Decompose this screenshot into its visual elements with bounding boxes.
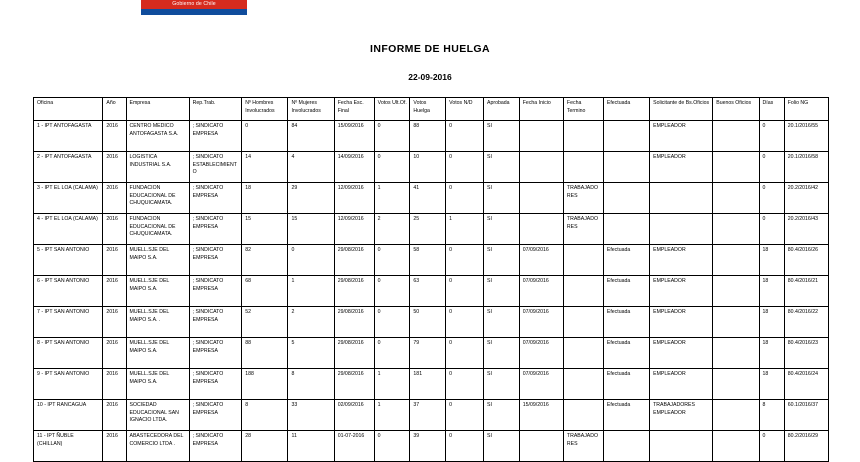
column-header-solicitante: Solicitante de Bs.Oficios <box>650 98 713 121</box>
cell-votos-ult-of: 1 <box>374 183 410 214</box>
table-row <box>34 276 829 307</box>
cell-rep-trab: ; SINDICATO EMPRESA <box>189 121 242 152</box>
cell-dias: 0 <box>759 431 784 462</box>
cell-fecha-esc-final: 15/09/2016 <box>334 121 374 152</box>
cell-dias: 0 <box>759 121 784 152</box>
cell-solicitante <box>650 183 713 214</box>
cell-fecha-inicio <box>519 431 563 462</box>
cell-hombres: 68 <box>242 276 288 307</box>
logo-label: Gobierno de Chile <box>172 1 216 7</box>
table-row <box>34 338 829 369</box>
cell-ano: 2016 <box>103 431 126 462</box>
cell-votos-huelga: 63 <box>410 276 446 307</box>
cell-votos-nd: 0 <box>446 338 484 369</box>
cell-buenos-oficios <box>713 152 759 183</box>
cell-dias: 0 <box>759 183 784 214</box>
page-title: INFORME DE HUELGA <box>370 43 490 55</box>
cell-fecha-esc-final: 14/09/2016 <box>334 152 374 183</box>
table-row <box>34 121 829 152</box>
table-row <box>34 152 829 183</box>
column-header-rep-trab: Rep.Trab. <box>189 98 242 121</box>
cell-efectuada: Efectuada <box>603 276 649 307</box>
cell-fecha-inicio: 07/09/2016 <box>519 245 563 276</box>
cell-rep-trab: ; SINDICATO EMPRESA <box>189 183 242 214</box>
column-header-empresa: Empresa <box>126 98 189 121</box>
cell-aprobada: SI <box>484 400 520 431</box>
cell-fecha-esc-final: 29/08/2016 <box>334 276 374 307</box>
cell-solicitante: EMPLEADOR <box>650 245 713 276</box>
cell-fecha-esc-final: 29/08/2016 <box>334 369 374 400</box>
cell-folio-ng: 20.1/2016/55 <box>784 121 828 152</box>
cell-empresa: ABASTECEDORA DEL COMERCIO LTDA . <box>126 431 189 462</box>
cell-votos-ult-of: 0 <box>374 152 410 183</box>
cell-mujeres: 15 <box>288 214 334 245</box>
cell-folio-ng: 80.2/2016/29 <box>784 431 828 462</box>
cell-empresa: MUELL.SJE DEL MAIPO S.A. <box>126 369 189 400</box>
cell-fecha-esc-final: 12/09/2016 <box>334 214 374 245</box>
cell-oficina: 11 - IPT ÑUBLE (CHILLAN) <box>34 431 103 462</box>
cell-rep-trab: ; SINDICATO EMPRESA <box>189 245 242 276</box>
cell-efectuada: Efectuada <box>603 338 649 369</box>
cell-solicitante: EMPLEADOR <box>650 276 713 307</box>
cell-votos-nd: 0 <box>446 121 484 152</box>
cell-hombres: 8 <box>242 400 288 431</box>
cell-dias: 18 <box>759 369 784 400</box>
cell-solicitante: EMPLEADOR <box>650 307 713 338</box>
cell-votos-nd: 0 <box>446 307 484 338</box>
cell-solicitante: EMPLEADOR <box>650 152 713 183</box>
cell-hombres: 188 <box>242 369 288 400</box>
cell-fecha-inicio <box>519 121 563 152</box>
cell-fecha-termino <box>563 369 603 400</box>
cell-rep-trab: ; SINDICATO EMPRESA <box>189 431 242 462</box>
cell-ano: 2016 <box>103 338 126 369</box>
table-row <box>34 369 829 400</box>
cell-dias: 18 <box>759 276 784 307</box>
cell-oficina: 5 - IPT SAN ANTONIO <box>34 245 103 276</box>
cell-solicitante: EMPLEADOR <box>650 121 713 152</box>
column-header-buenos-oficios: Buenos Oficios <box>713 98 759 121</box>
cell-votos-ult-of: 1 <box>374 400 410 431</box>
cell-solicitante: TRABAJADORES EMPLEADOR <box>650 400 713 431</box>
cell-votos-nd: 0 <box>446 369 484 400</box>
logo-blue-bar <box>141 9 247 15</box>
cell-dias: 18 <box>759 245 784 276</box>
cell-fecha-inicio: 15/09/2016 <box>519 400 563 431</box>
cell-buenos-oficios <box>713 245 759 276</box>
logo-red-bar <box>141 0 247 9</box>
cell-votos-huelga: 181 <box>410 369 446 400</box>
cell-hombres: 88 <box>242 338 288 369</box>
cell-votos-ult-of: 0 <box>374 307 410 338</box>
column-header-oficina: Oficina <box>34 98 103 121</box>
cell-fecha-inicio: 07/09/2016 <box>519 276 563 307</box>
cell-votos-huelga: 58 <box>410 245 446 276</box>
cell-empresa: FUNDACION EDUCACIONAL DE CHUQUICAMATA. <box>126 214 189 245</box>
cell-hombres: 15 <box>242 214 288 245</box>
cell-hombres: 14 <box>242 152 288 183</box>
cell-empresa: MUELL.SJE DEL MAIPO S.A. <box>126 338 189 369</box>
cell-votos-ult-of: 1 <box>374 369 410 400</box>
cell-ano: 2016 <box>103 183 126 214</box>
cell-buenos-oficios <box>713 307 759 338</box>
cell-fecha-esc-final: 01-07-2016 <box>334 431 374 462</box>
cell-empresa: SOCIEDAD EDUCACIONAL SAN IGNACIO LTDA. <box>126 400 189 431</box>
cell-votos-ult-of: 0 <box>374 276 410 307</box>
government-logo <box>141 0 247 15</box>
cell-aprobada: SI <box>484 152 520 183</box>
cell-dias: 0 <box>759 152 784 183</box>
cell-buenos-oficios <box>713 338 759 369</box>
table-row <box>34 214 829 245</box>
cell-mujeres: 33 <box>288 400 334 431</box>
cell-votos-huelga: 50 <box>410 307 446 338</box>
cell-fecha-termino <box>563 307 603 338</box>
cell-dias: 18 <box>759 307 784 338</box>
table-row <box>34 245 829 276</box>
cell-mujeres: 0 <box>288 245 334 276</box>
cell-folio-ng: 80.4/2016/26 <box>784 245 828 276</box>
cell-fecha-esc-final: 12/09/2016 <box>334 183 374 214</box>
cell-mujeres: 1 <box>288 276 334 307</box>
cell-votos-nd: 0 <box>446 276 484 307</box>
cell-oficina: 6 - IPT SAN ANTONIO <box>34 276 103 307</box>
cell-aprobada: SI <box>484 431 520 462</box>
cell-fecha-termino <box>563 152 603 183</box>
cell-votos-nd: 1 <box>446 214 484 245</box>
cell-fecha-esc-final: 02/09/2016 <box>334 400 374 431</box>
cell-aprobada: SI <box>484 214 520 245</box>
cell-oficina: 9 - IPT SAN ANTONIO <box>34 369 103 400</box>
cell-fecha-termino <box>563 400 603 431</box>
cell-buenos-oficios <box>713 431 759 462</box>
cell-efectuada: Efectuada <box>603 307 649 338</box>
cell-votos-huelga: 79 <box>410 338 446 369</box>
cell-oficina: 2 - IPT ANTOFAGASTA <box>34 152 103 183</box>
cell-fecha-inicio: 07/09/2016 <box>519 338 563 369</box>
cell-aprobada: SI <box>484 369 520 400</box>
cell-efectuada <box>603 431 649 462</box>
cell-mujeres: 29 <box>288 183 334 214</box>
cell-fecha-inicio: 07/09/2016 <box>519 307 563 338</box>
cell-mujeres: 4 <box>288 152 334 183</box>
cell-efectuada <box>603 214 649 245</box>
column-header-votos-nd: Votos N/D <box>446 98 484 121</box>
cell-ano: 2016 <box>103 152 126 183</box>
cell-buenos-oficios <box>713 183 759 214</box>
cell-rep-trab: ; SINDICATO EMPRESA <box>189 400 242 431</box>
cell-rep-trab: ; SINDICATO ESTABLECIMIENTO <box>189 152 242 183</box>
column-header-fecha-esc-final: Fecha Esc. Final <box>334 98 374 121</box>
cell-oficina: 8 - IPT SAN ANTONIO <box>34 338 103 369</box>
cell-votos-huelga: 10 <box>410 152 446 183</box>
cell-ano: 2016 <box>103 400 126 431</box>
cell-fecha-esc-final: 29/08/2016 <box>334 307 374 338</box>
table-header-row <box>34 98 829 121</box>
cell-dias: 8 <box>759 400 784 431</box>
column-header-votos-ult-of: Votos Ult.Of. <box>374 98 410 121</box>
cell-votos-ult-of: 0 <box>374 431 410 462</box>
cell-votos-ult-of: 0 <box>374 121 410 152</box>
cell-ano: 2016 <box>103 276 126 307</box>
column-header-votos-huelga: Votos Huelga <box>410 98 446 121</box>
cell-ano: 2016 <box>103 369 126 400</box>
cell-aprobada: SI <box>484 307 520 338</box>
cell-oficina: 7 - IPT SAN ANTONIO <box>34 307 103 338</box>
cell-oficina: 1 - IPT ANTOFAGASTA <box>34 121 103 152</box>
cell-votos-huelga: 41 <box>410 183 446 214</box>
cell-efectuada: Efectuada <box>603 400 649 431</box>
cell-efectuada: Efectuada <box>603 369 649 400</box>
cell-hombres: 0 <box>242 121 288 152</box>
cell-empresa: CENTRO MEDICO ANTOFAGASTA S.A. <box>126 121 189 152</box>
cell-votos-nd: 0 <box>446 183 484 214</box>
cell-efectuada <box>603 121 649 152</box>
cell-oficina: 10 - IPT RANCAGUA <box>34 400 103 431</box>
table-row <box>34 307 829 338</box>
cell-fecha-termino: TRABAJADORES <box>563 214 603 245</box>
cell-solicitante <box>650 431 713 462</box>
column-header-aprobada: Aprobada <box>484 98 520 121</box>
cell-folio-ng: 20.1/2016/58 <box>784 152 828 183</box>
cell-fecha-esc-final: 29/08/2016 <box>334 245 374 276</box>
cell-buenos-oficios <box>713 121 759 152</box>
cell-efectuada: Efectuada <box>603 245 649 276</box>
cell-oficina: 4 - IPT EL LOA (CALAMA) <box>34 214 103 245</box>
cell-hombres: 52 <box>242 307 288 338</box>
column-header-hombres: Nº Hombres Involucrados <box>242 98 288 121</box>
cell-aprobada: SI <box>484 338 520 369</box>
cell-fecha-inicio <box>519 152 563 183</box>
cell-fecha-termino <box>563 245 603 276</box>
cell-ano: 2016 <box>103 214 126 245</box>
table-row <box>34 431 829 462</box>
cell-folio-ng: 80.4/2016/23 <box>784 338 828 369</box>
cell-mujeres: 8 <box>288 369 334 400</box>
cell-fecha-esc-final: 29/08/2016 <box>334 338 374 369</box>
cell-hombres: 18 <box>242 183 288 214</box>
cell-mujeres: 84 <box>288 121 334 152</box>
column-header-fecha-inicio: Fecha Inicio <box>519 98 563 121</box>
table-row <box>34 183 829 214</box>
cell-empresa: MUELL.SJE DEL MAIPO S.A. <box>126 245 189 276</box>
cell-oficina: 3 - IPT EL LOA (CALAMA) <box>34 183 103 214</box>
cell-mujeres: 5 <box>288 338 334 369</box>
cell-folio-ng: 80.4/2016/22 <box>784 307 828 338</box>
cell-fecha-termino <box>563 276 603 307</box>
cell-buenos-oficios <box>713 276 759 307</box>
cell-mujeres: 2 <box>288 307 334 338</box>
cell-votos-nd: 0 <box>446 152 484 183</box>
cell-solicitante: EMPLEADOR <box>650 338 713 369</box>
cell-aprobada: SI <box>484 245 520 276</box>
cell-folio-ng: 80.4/2016/21 <box>784 276 828 307</box>
cell-fecha-inicio <box>519 214 563 245</box>
cell-solicitante: EMPLEADOR <box>650 369 713 400</box>
cell-rep-trab: ; SINDICATO EMPRESA <box>189 214 242 245</box>
cell-rep-trab: ; SINDICATO EMPRESA <box>189 338 242 369</box>
cell-fecha-inicio <box>519 183 563 214</box>
cell-efectuada <box>603 152 649 183</box>
column-header-fecha-termino: Fecha Termino <box>563 98 603 121</box>
cell-folio-ng: 20.2/2016/42 <box>784 183 828 214</box>
cell-empresa: FUNDACION EDUCACIONAL DE CHUQUICAMATA. <box>126 183 189 214</box>
cell-buenos-oficios <box>713 214 759 245</box>
cell-fecha-inicio: 07/09/2016 <box>519 369 563 400</box>
cell-fecha-termino: TRABAJADORES <box>563 183 603 214</box>
table-body <box>34 121 829 462</box>
cell-folio-ng: 80.4/2016/24 <box>784 369 828 400</box>
cell-votos-ult-of: 0 <box>374 338 410 369</box>
cell-fecha-termino: TRABAJADORES <box>563 431 603 462</box>
cell-fecha-termino <box>563 338 603 369</box>
cell-votos-huelga: 88 <box>410 121 446 152</box>
cell-votos-ult-of: 2 <box>374 214 410 245</box>
cell-rep-trab: ; SINDICATO EMPRESA <box>189 276 242 307</box>
column-header-dias: Días <box>759 98 784 121</box>
cell-folio-ng: 20.2/2016/43 <box>784 214 828 245</box>
cell-ano: 2016 <box>103 307 126 338</box>
cell-rep-trab: ; SINDICATO EMPRESA <box>189 369 242 400</box>
cell-hombres: 82 <box>242 245 288 276</box>
cell-aprobada: SI <box>484 121 520 152</box>
report-table-container <box>33 97 829 462</box>
huelga-table <box>33 97 829 462</box>
cell-votos-huelga: 39 <box>410 431 446 462</box>
cell-empresa: MUELL.SJE DEL MAIPO S.A. <box>126 276 189 307</box>
cell-votos-nd: 0 <box>446 245 484 276</box>
cell-buenos-oficios <box>713 369 759 400</box>
table-row <box>34 400 829 431</box>
cell-empresa: MUELL.SJE DEL MAIPO S.A. . <box>126 307 189 338</box>
cell-votos-ult-of: 0 <box>374 245 410 276</box>
cell-buenos-oficios <box>713 400 759 431</box>
cell-hombres: 28 <box>242 431 288 462</box>
column-header-ano: Año <box>103 98 126 121</box>
cell-dias: 0 <box>759 214 784 245</box>
report-date: 22-09-2016 <box>408 72 452 82</box>
cell-votos-huelga: 25 <box>410 214 446 245</box>
cell-folio-ng: 60.1/2016/37 <box>784 400 828 431</box>
cell-mujeres: 11 <box>288 431 334 462</box>
cell-votos-nd: 0 <box>446 431 484 462</box>
cell-empresa: LOGISTICA INDUSTRIAL S.A. <box>126 152 189 183</box>
cell-dias: 18 <box>759 338 784 369</box>
cell-solicitante <box>650 214 713 245</box>
column-header-folio-ng: Folio NG <box>784 98 828 121</box>
cell-votos-nd: 0 <box>446 400 484 431</box>
cell-ano: 2016 <box>103 245 126 276</box>
cell-votos-huelga: 37 <box>410 400 446 431</box>
column-header-efectuada: Efectuada <box>603 98 649 121</box>
cell-ano: 2016 <box>103 121 126 152</box>
cell-aprobada: SI <box>484 276 520 307</box>
cell-efectuada <box>603 183 649 214</box>
column-header-mujeres: Nº Mujeres Involucrados <box>288 98 334 121</box>
cell-aprobada: SI <box>484 183 520 214</box>
cell-fecha-termino <box>563 121 603 152</box>
cell-rep-trab: ; SINDICATO EMPRESA <box>189 307 242 338</box>
